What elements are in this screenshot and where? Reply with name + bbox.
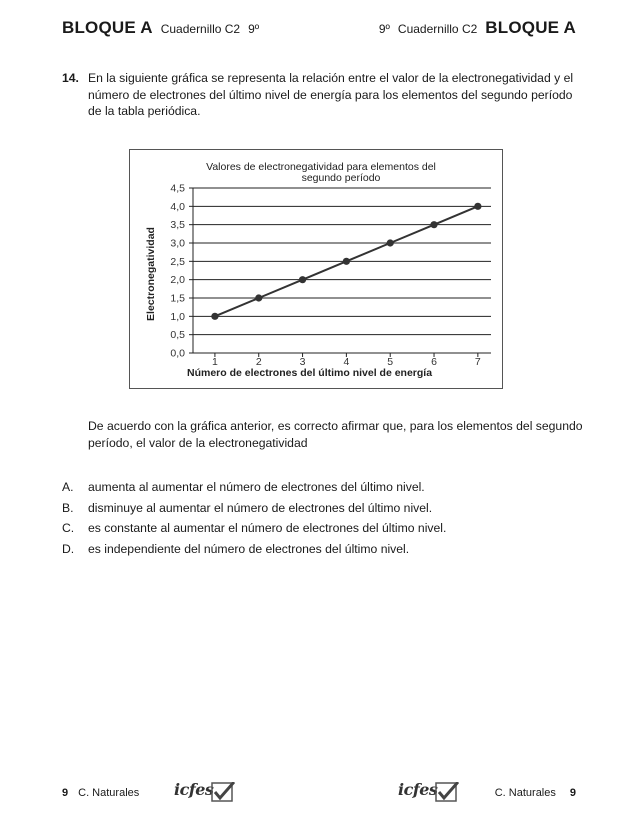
header-cuadernillo-right: Cuadernillo C2 [397,22,478,36]
chart-title-line-2: segundo período [301,172,381,184]
header-right [379,18,576,38]
footer-left [62,787,139,799]
y-tick-label: 2,5 [170,255,185,268]
footer-page-right: 9 [569,787,576,799]
footer-page-left: 9 [62,787,69,799]
chart-gridlines [189,188,491,353]
y-tick-label: 0,5 [170,329,185,342]
x-tick-label: 5 [387,356,394,368]
chart-x-ticks [212,353,481,368]
header-bloque-right: BLOQUE A [485,18,576,37]
logo-wordmark: icfes [174,780,214,799]
question-text: En la siguiente gráfica se representa la relación entre el valor de la electronegatividad y el número de electrones del último nivel de energía para los elementos del segundo período de la tabla periódica. [88,71,574,118]
x-tick-label: 2 [255,356,262,368]
y-tick-label: 2,0 [170,274,185,287]
x-tick-label: 6 [431,356,437,368]
question-number: 14. [62,71,79,85]
question-stem: De acuerdo con la gráfica anterior, es correcto afirmar que, para los elementos del segundo período, el valor de la electronegatividad [88,419,583,450]
chart-y-ticks [170,183,185,360]
data-point [474,203,481,210]
electronegativity-chart [129,149,503,389]
option-text: disminuye al aumentar el número de electrones del último nivel. [88,500,433,515]
data-point [255,294,262,301]
x-tick-label: 7 [474,356,481,368]
data-point [299,276,306,283]
option-d[interactable] [62,542,582,563]
answer-options [62,480,582,562]
data-point [430,221,437,228]
option-text: es constante al aumentar el número de electrones del último nivel. [88,521,447,535]
option-c[interactable] [62,521,582,542]
data-point [387,239,394,246]
x-tick-label: 1 [211,356,218,368]
icfes-logo-right [398,780,460,806]
data-point [343,258,350,265]
question-block [62,70,582,120]
chart-title-line-1: Valores de electronegatividad para elementos del [206,161,436,173]
y-tick-label: 0,0 [170,347,185,360]
option-b[interactable] [62,501,582,522]
option-text: aumenta al aumentar el número de electrones del último nivel. [88,480,425,494]
option-letter: C. [62,521,75,535]
checkmark-icon [435,782,459,804]
header-grado-left: 9º [248,22,260,36]
y-tick-label: 3,5 [170,219,185,232]
logo-wordmark: icfes [398,780,438,799]
data-point [211,313,218,320]
footer-right [495,787,576,799]
y-tick-label: 3,0 [170,237,185,250]
x-tick-label: 3 [299,356,306,368]
chart-svg [130,150,502,388]
y-tick-label: 4,5 [170,182,185,195]
y-tick-label: 1,0 [170,310,185,323]
chart-ylabel: Electronegatividad [145,227,157,321]
option-letter: B. [62,500,74,515]
y-tick-label: 4,0 [170,200,185,213]
header-grado-right: 9º [378,22,390,36]
page-footer [62,780,576,810]
footer-subject-left: C. Naturales [78,787,140,799]
option-letter: A. [62,480,74,494]
chart-xlabel: Número de electrones del último nivel de energía [187,367,433,379]
option-letter: D. [62,541,75,556]
option-text: es independiente del número de electrones del último nivel. [88,541,410,556]
icfes-logo-left [174,780,236,806]
option-a[interactable] [62,480,582,501]
y-tick-label: 1,5 [170,292,185,305]
x-tick-label: 4 [343,356,350,368]
header-cuadernillo-left: Cuadernillo C2 [160,22,241,36]
header-bloque-left: BLOQUE A [62,18,153,37]
footer-subject-right: C. Naturales [494,787,556,799]
page-header [62,18,576,44]
header-left [62,18,259,38]
checkmark-icon [211,782,235,804]
